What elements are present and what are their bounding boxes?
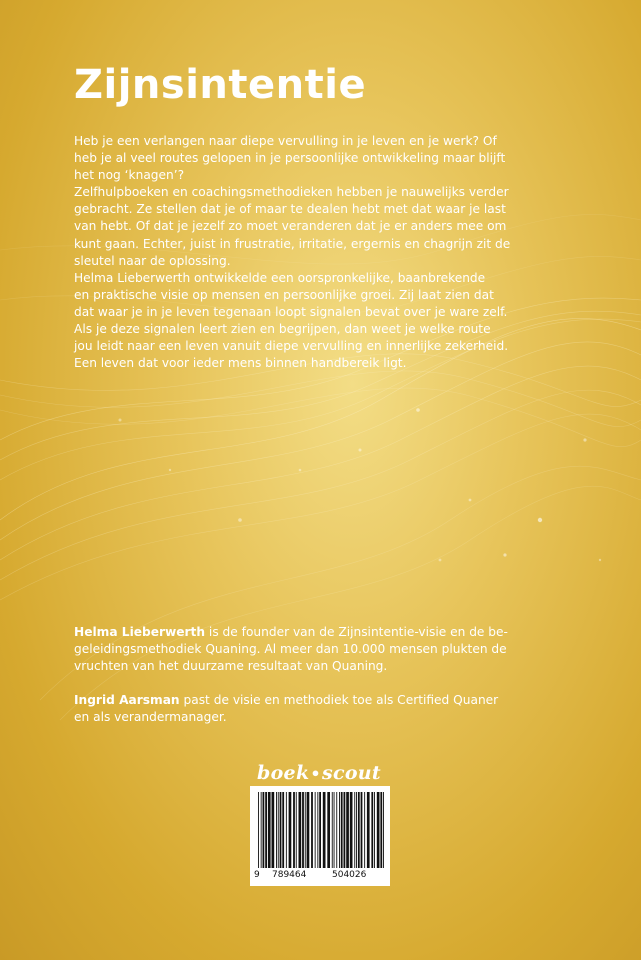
barcode-bar	[341, 792, 343, 868]
barcode-bar	[361, 792, 363, 868]
publisher-logo-separator: •	[310, 764, 321, 783]
blurb-line: Zelfhulpboeken en coachingsmethodieken hebben je nauwelijks verder	[74, 185, 509, 200]
blurb-line: Als je deze signalen leert zien en begrijpen, dan weet je welke route	[74, 322, 491, 337]
blurb-line: Heb je een verlangen naar diepe vervulling in je leven en je werk? Of	[74, 134, 497, 148]
barcode-bar	[278, 792, 279, 868]
barcode-bar	[282, 792, 284, 868]
blurb-line: heb je al veel routes gelopen in je persoonlijke ontwikkeling maar blijft	[74, 151, 506, 166]
barcode-bar	[280, 792, 282, 868]
author-bio-1	[74, 624, 574, 675]
blurb-line: en praktische visie op mensen en persoonlijke groei. Zij laat zien dat	[74, 287, 494, 302]
barcode-bar	[302, 792, 304, 868]
barcode-bar	[334, 792, 335, 868]
barcode-bar	[276, 792, 277, 868]
isbn-barcode	[250, 786, 390, 886]
barcode-bar	[315, 792, 316, 868]
author-2-text: past de visie en methodiek toe als Certified Quaner en als verandermanager.	[74, 693, 499, 725]
barcode-bar	[383, 792, 384, 868]
blurb-line: dat waar je in je leven tegenaan loopt signalen bevat over je ware zelf.	[74, 304, 508, 319]
barcode-bar	[293, 792, 295, 868]
barcode-bar	[380, 792, 382, 868]
blurb-line: gebracht. Ze stellen dat je of maar te dealen hebt met dat waar je last	[74, 202, 506, 217]
isbn-number	[250, 870, 390, 884]
barcode-bar	[336, 792, 337, 868]
publisher-logo	[257, 762, 381, 784]
isbn-group-2: 504026	[332, 870, 367, 880]
barcode-bar	[327, 792, 330, 868]
barcode-bar	[364, 792, 365, 868]
blurb-line: sleutel naar de oplossing.	[74, 253, 231, 268]
barcode-bar	[305, 792, 306, 868]
barcode-bar	[272, 792, 275, 868]
barcode-bar	[263, 792, 265, 868]
author-2-name: Ingrid Aarsman	[74, 693, 180, 708]
barcode-bar	[289, 792, 292, 868]
author-1-name: Helma Lieberwerth	[74, 625, 206, 639]
publisher-logo-part1: boek	[257, 762, 310, 784]
barcode-bar	[296, 792, 297, 868]
barcode-bar	[261, 792, 262, 868]
author-bios	[74, 624, 574, 743]
barcode-bar	[299, 792, 302, 868]
barcode-bar	[307, 792, 310, 868]
blurb-line: het nog ‘knagen’?	[74, 168, 185, 183]
blurb-line: van hebt. Of dat je jezelf zo moet veranderen dat je er anders mee om	[74, 219, 507, 234]
isbn-group-1: 789464	[272, 870, 307, 880]
barcode-bar	[356, 792, 357, 868]
blurb-line: Een leven dat voor ieder mens binnen handbereik ligt.	[74, 356, 407, 371]
author-1-text: is de founder van de Zijnsintentie-visie en de be- geleidingsmethodiek Quaning. Al meer dan 10.000 mensen plukten de vruchten van het duurzame resultaat van Quaning.	[74, 625, 508, 674]
barcode-bar	[317, 792, 318, 868]
barcode-bar	[354, 792, 355, 868]
barcode-bar	[311, 792, 313, 868]
barcode-bars	[250, 786, 390, 872]
barcode-bar	[344, 792, 346, 868]
barcode-bar	[377, 792, 380, 868]
book-title: Zijnsintentie	[74, 62, 367, 108]
book-blurb	[74, 133, 574, 372]
blurb-line: jou leidt naar een leven vanuit diepe vervulling en innerlijke zekerheid.	[74, 339, 509, 354]
barcode-bar	[286, 792, 287, 868]
author-bio-2	[74, 692, 574, 726]
publisher-logo-part2: scout	[321, 762, 381, 784]
barcode-bar	[265, 792, 267, 868]
barcode-bar	[323, 792, 326, 868]
barcode-bar	[367, 792, 370, 868]
isbn-first-digit: 9	[254, 870, 260, 880]
barcode-bar	[350, 792, 353, 868]
barcode-bar	[371, 792, 373, 868]
barcode-bar	[319, 792, 321, 868]
barcode-bar	[358, 792, 360, 868]
blurb-line: kunt gaan. Echter, juist in frustratie, irritatie, ergernis en chagrijn zit de	[74, 236, 511, 251]
blurb-line: Helma Lieberwerth ontwikkelde een oorspronkelijke, baanbrekende	[74, 270, 486, 285]
barcode-bar	[332, 792, 333, 868]
barcode-bar	[346, 792, 349, 868]
barcode-bar	[268, 792, 271, 868]
barcode-bar	[374, 792, 375, 868]
barcode-bar	[258, 792, 259, 868]
barcode-bar	[339, 792, 340, 868]
